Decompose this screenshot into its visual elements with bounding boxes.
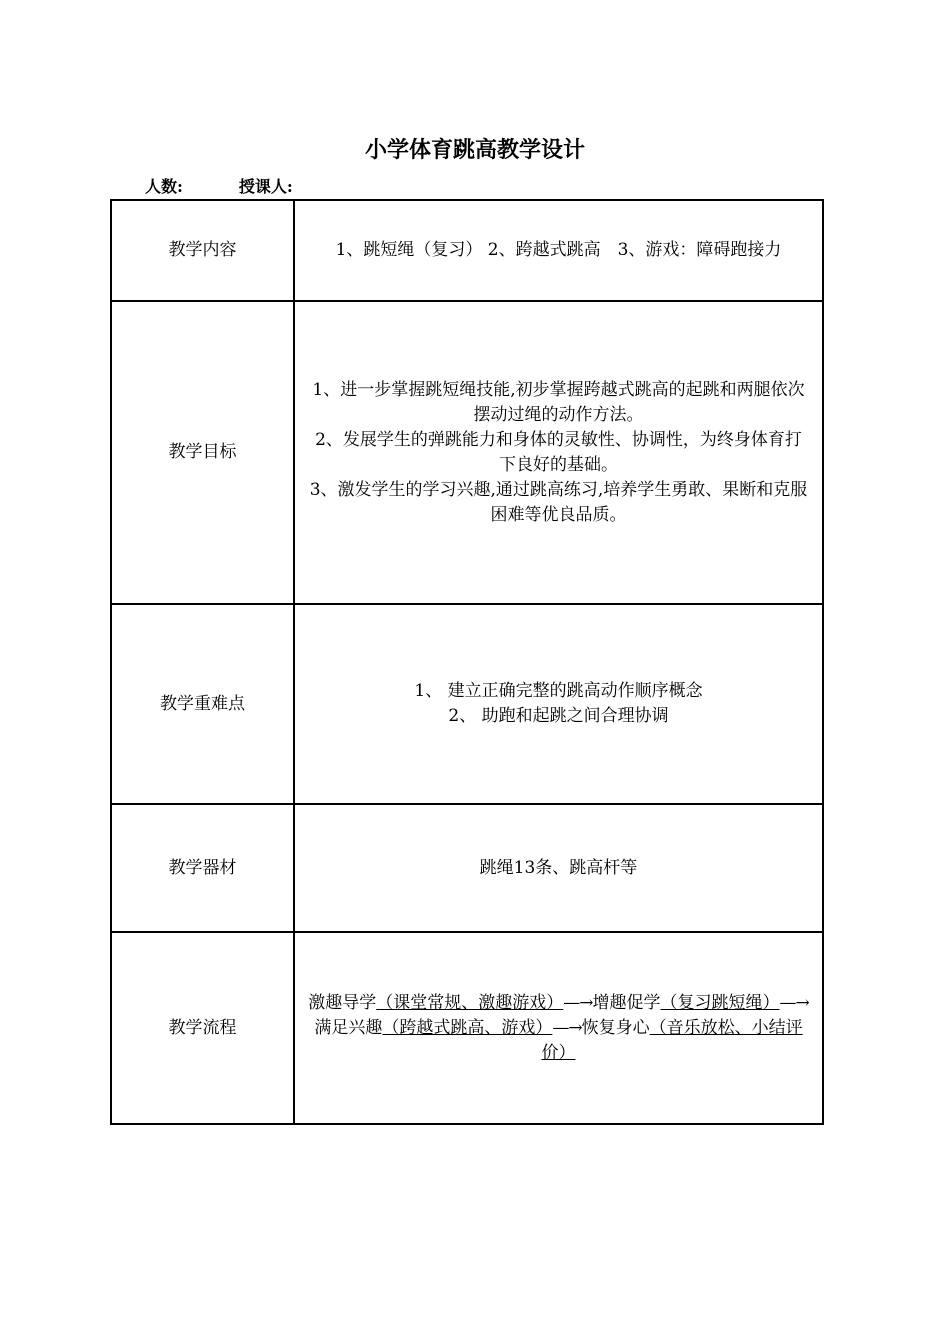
goal-item: 3、激发学生的学习兴趣,通过跳高练习,培养学生勇敢、果断和克服困难等优良品质。 [309,479,808,525]
equipment-label: 教学器材 [111,804,294,932]
meta-row [145,176,293,198]
flow-step-name: 满足兴趣 [314,1017,383,1038]
flow-step-detail: （跨越式跳高、游戏） [382,1017,553,1038]
equipment-value: 跳绳13条、跳高杆等 [294,804,823,932]
table-row-flow [111,932,823,1124]
keypoint-item: 2、 助跑和起跳之间合理协调 [448,706,669,726]
flow-step-detail: （课堂常规、激趣游戏） [376,992,564,1013]
table-row-goals [111,301,823,604]
keypoint-item: 1、 建立正确完整的跳高动作顺序概念 [414,681,703,701]
table-row-keypoints [111,604,823,804]
flow-arrow-icon: —→ [779,992,809,1013]
goal-item: 2、发展学生的弹跳能力和身体的灵敏性、协调性，为终身体育打下良好的基础。 [315,429,802,475]
flow-step-detail: （复习跳短绳） [660,992,780,1013]
flow-arrow-icon: —→ [563,992,593,1013]
table-row-equipment [111,804,823,932]
lesson-table [110,199,824,1125]
flow-step-detail: （音乐放松、小结评价） [541,1017,803,1063]
table-row-content [111,200,823,301]
goals-label: 教学目标 [111,301,294,604]
goal-item: 1、进一步掌握跳短绳技能,初步掌握跨越式跳高的起跳和两腿依次摆动过绳的动作方法。 [312,379,805,425]
goals-value [294,301,823,604]
content-label: 教学内容 [111,200,294,301]
teacher-label: 授课人: [238,177,293,196]
flow-value [294,932,823,1124]
count-label: 人数: [145,177,183,196]
flow-arrow-icon: —→ [552,1017,582,1038]
keypoints-value [294,604,823,804]
flow-step-name: 增趣促学 [592,992,661,1013]
page-title: 小学体育跳高教学设计 [364,138,585,163]
flow-label: 教学流程 [111,932,294,1124]
flow-step-name: 恢复身心 [581,1017,650,1038]
flow-step-name: 激趣导学 [308,992,377,1013]
content-value: 1、跳短绳（复习） 2、跨越式跳高 3、游戏：障碍跑接力 [294,200,823,301]
keypoints-label: 教学重难点 [111,604,294,804]
